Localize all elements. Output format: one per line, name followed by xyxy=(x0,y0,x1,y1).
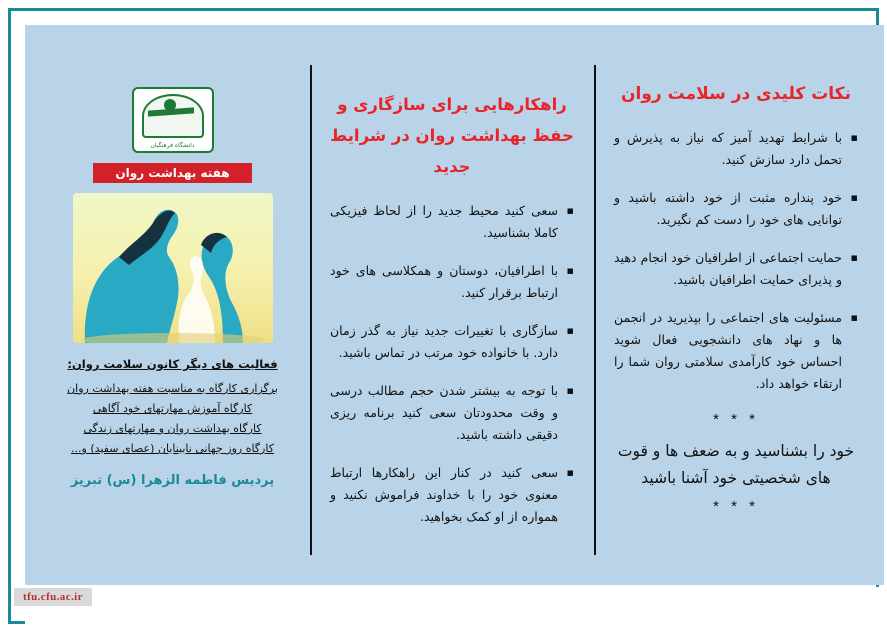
separator-asterisks-top: * * * xyxy=(713,411,759,428)
list-item: کارگاه آموزش مهارتهای خود آگاهی xyxy=(92,402,253,415)
other-activities-title: فعالیت های دیگر کانون سلامت روان: xyxy=(67,357,278,371)
right-column xyxy=(602,39,870,571)
list-item: ▪ با اطرافیان، دوستان و همکلاسی های خود ارتباط برقرار کنید. xyxy=(330,260,574,304)
column-divider-left xyxy=(310,65,312,555)
logo-dot-icon xyxy=(164,99,176,111)
website-url-badge: tfu.cfu.ac.ir xyxy=(14,588,92,606)
separator-asterisks-bottom: * * * xyxy=(713,498,759,515)
brochure-canvas xyxy=(25,25,884,585)
list-item: کارگاه روز جهانی نابینایان (عصای سفید) و... xyxy=(71,442,274,455)
list-item: کارگاه بهداشت روان و مهارتهای زندگی xyxy=(83,422,262,435)
list-item: ▪ سعی کنید محیط جدید را از لحاظ فیزیکی کاملا بشناسید. xyxy=(330,200,574,244)
list-item: ▪ سازگاری با تغییرات جدید نیاز به گذر زمان دارد. با خانواده خود مرتب در تماس باشید. xyxy=(330,320,574,364)
mental-health-week-banner: هفته بهداشت روان xyxy=(93,163,251,183)
right-column-heading: نکات کلیدی در سلامت روان xyxy=(621,84,851,104)
left-column xyxy=(39,39,306,571)
list-item: ▪ مسئولیت های اجتماعی را بپذیرید در انجمن ها و نهاد های دانشجویی فعال شوید احساس خود کارآمدی سلامتی روان شما را ارتقاء خواهد داد. xyxy=(614,307,858,395)
list-item: برگزاری کارگاه به مناسبت هفته بهداشت روان xyxy=(67,382,278,395)
bottom-strip xyxy=(25,587,884,629)
logo-caption: دانشگاه فرهنگیان xyxy=(150,142,195,149)
list-item: ▪ سعی کنید در کنار این راهکارها ارتباط معنوی خود را با خداوند فراموش نکنید و همواره از او کمک بخواهید. xyxy=(330,462,574,528)
right-column-bullet-list xyxy=(614,127,858,395)
closing-statement: خود را بشناسید و به ضعف ها و قوت های شخصیتی خود آشنا باشید xyxy=(617,442,855,487)
list-item: ▪ حمایت اجتماعی از اطرافیان خود انجام دهید و پذیرای حمایت اطرافیان باشید. xyxy=(614,247,858,291)
middle-column xyxy=(316,39,588,571)
list-item: ▪ خود پنداره مثبت از خود داشته باشید و توانایی های خود را دست کم نگیرید. xyxy=(614,187,858,231)
list-item: ▪ با شرایط تهدید آمیز که نیاز به پذیرش و تحمل دارد سازش کنید. xyxy=(614,127,858,171)
page-frame xyxy=(8,8,879,624)
illustration-silhouettes xyxy=(73,193,273,343)
list-item: ▪ با توجه به بیشتر شدن حجم مطالب درسی و وقت محدودتان سعی کنید برنامه ریزی دقیقی داشته باشید. xyxy=(330,380,574,446)
university-logo xyxy=(132,87,214,153)
middle-column-bullet-list xyxy=(330,200,574,528)
other-activities-block xyxy=(49,357,296,459)
silhouette-artwork-icon xyxy=(73,193,273,343)
column-divider-right xyxy=(594,65,596,555)
middle-column-heading: راهکارهایی برای سازگاری و حفظ بهداشت روان در شرایط جدید xyxy=(330,95,574,176)
campus-name: پردیس فاطمه الزهرا (س) تبریز xyxy=(70,473,275,488)
